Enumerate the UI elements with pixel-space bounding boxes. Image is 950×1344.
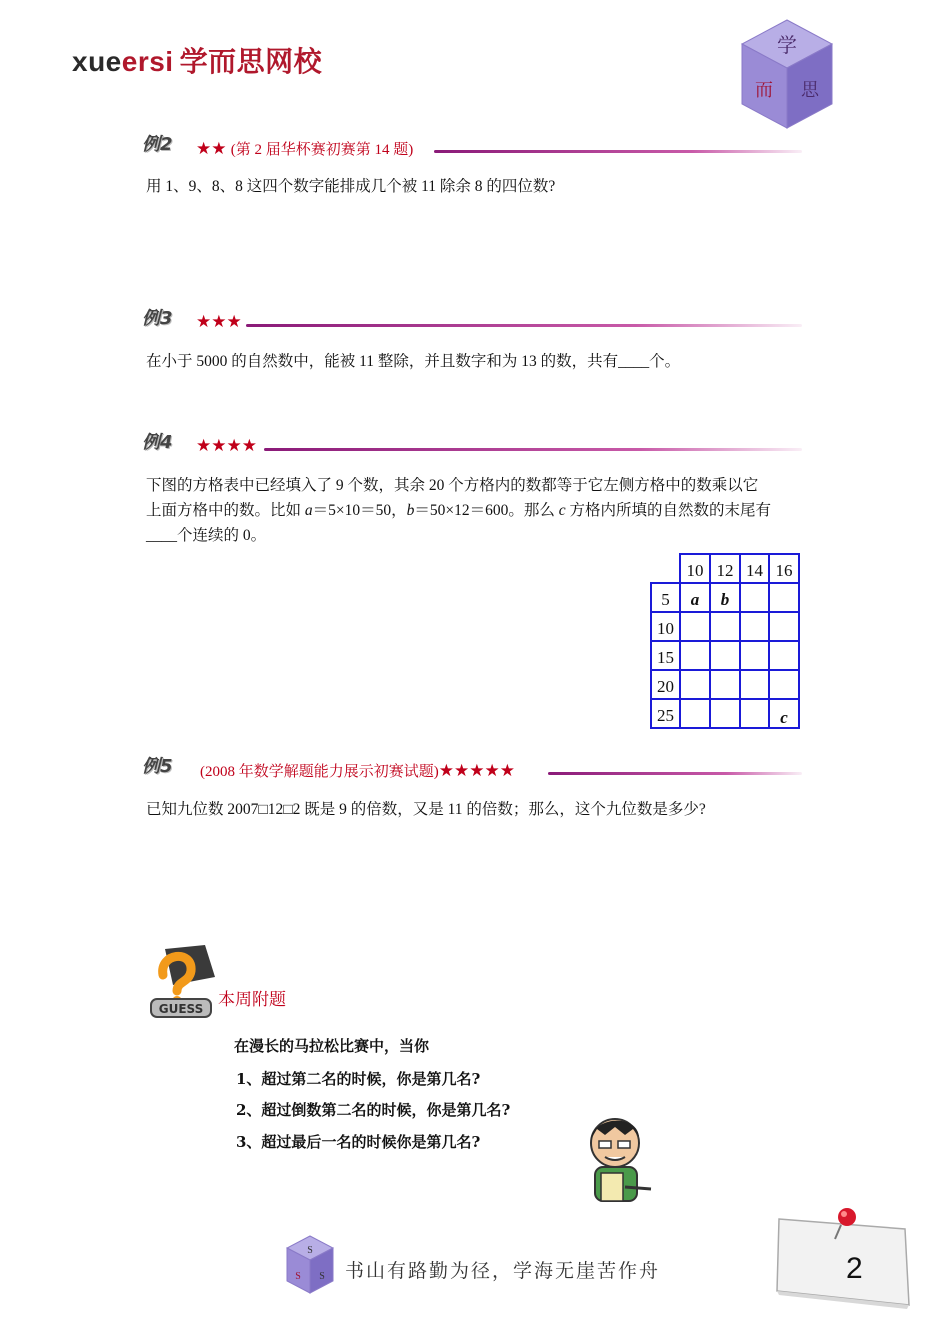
cube-char-2: 而 [755,80,773,101]
grid-top-header: 12 [716,561,734,580]
cube-char-1: 学 [777,33,797,57]
page-number: 2 [846,1252,863,1285]
bonus-question-3: 3、超过最后一名的时候你是第几名? [236,1133,481,1151]
section-rule [548,772,802,775]
example-4-line-3: ____个连续的 0。 [146,527,267,544]
grid-left-header: 25 [657,706,674,725]
var-b: b [406,502,415,519]
text-segment: 方格内所填的自然数的末尾有 [565,502,772,519]
sss-cube-icon [286,1235,334,1295]
question-mark-icon [145,945,217,1019]
var-a: a [304,502,313,519]
bonus-intro: 在漫长的马拉松比赛中，当你 [234,1037,430,1055]
example-source: (第 2 届华杯赛初赛第 14 题) [230,142,414,158]
difficulty-stars [196,138,413,159]
example-source: (2008 年数学解题能力展示初赛试题) [200,764,439,780]
cube-letter: S [319,1271,325,1282]
difficulty-stars: ★★★ [196,312,242,331]
bonus-question-1: 1、超过第二名的时候，你是第几名? [236,1070,481,1088]
footer-motto: 书山有路勤为径，学海无崖苦作舟 [345,1260,661,1282]
section-rule [246,324,802,327]
example-5-text: 已知九位数 2007□12□2 既是 9 的倍数，又是 11 的倍数；那么，这个九位数是多少? [146,801,706,818]
example-3-text: 在小于 5000 的自然数中，能被 11 整除，并且数字和为 13 的数，共有____个。 [146,353,681,370]
example-4-header [142,428,802,458]
text-segment: ＝50×12＝600。那么 [414,502,559,519]
stars: ★★★★★ [438,761,515,780]
grid-left-header: 5 [661,590,670,609]
bonus-title: 本周附题 [218,990,286,1010]
example-4-line-2 [146,498,808,523]
grid-left-header: 10 [657,619,674,638]
difficulty-stars: ★★★★ [196,436,257,455]
example-4-line-1: 下图的方格表中已经填入了 9 个数，其余 20 个方格内的数都等于它左侧方格中的数乘以它 [146,477,759,494]
difficulty-stars [200,760,515,781]
brand-logo [72,40,322,80]
cube-letter: S [295,1271,301,1282]
grid-left-header: 20 [657,677,674,696]
bonus-question-2: 2、超过倒数第二名的时候，你是第几名? [236,1101,511,1119]
cube-letter: S [307,1245,313,1256]
grid-top-header: 10 [686,561,704,580]
grid-cell-b: b [720,590,730,609]
section-rule [264,448,802,451]
example-3-header [142,304,802,334]
brand-xue: xue [72,46,122,77]
grid-cell-c: c [780,708,788,727]
example-badge: 例2 [142,134,173,155]
example-2-text: 用 1、9、8、8 这四个数字能排成几个被 11 除余 8 的四位数? [146,178,556,195]
pinned-note-icon [775,1205,915,1315]
stars: ★★ [196,139,227,158]
cube-char-3: 思 [801,80,819,101]
section-rule [434,150,802,153]
number-grid [650,553,800,729]
text-segment: ＝5×10＝50， [312,502,407,519]
example-badge: 例4 [142,432,173,453]
grid-left-header: 15 [657,648,674,667]
brand-chinese: 学而思网校 [179,45,323,78]
cube-logo-icon [740,18,834,130]
example-badge: 例5 [142,756,173,777]
cartoon-boy-icon [585,1115,655,1210]
grid-top-header: 16 [775,561,793,580]
svg-text:GUESS: GUESS [158,1002,204,1016]
example-5-header [142,752,802,782]
example-2-header [142,130,802,160]
grid-cell-a: a [690,590,700,609]
grid-top-header: 14 [746,561,763,580]
text-segment: 上面方格中的数。比如 [146,502,305,519]
brand-ersi: ersi [121,46,174,77]
example-4-text [146,473,808,548]
example-badge: 例3 [142,308,173,329]
var-c: c [558,502,566,519]
